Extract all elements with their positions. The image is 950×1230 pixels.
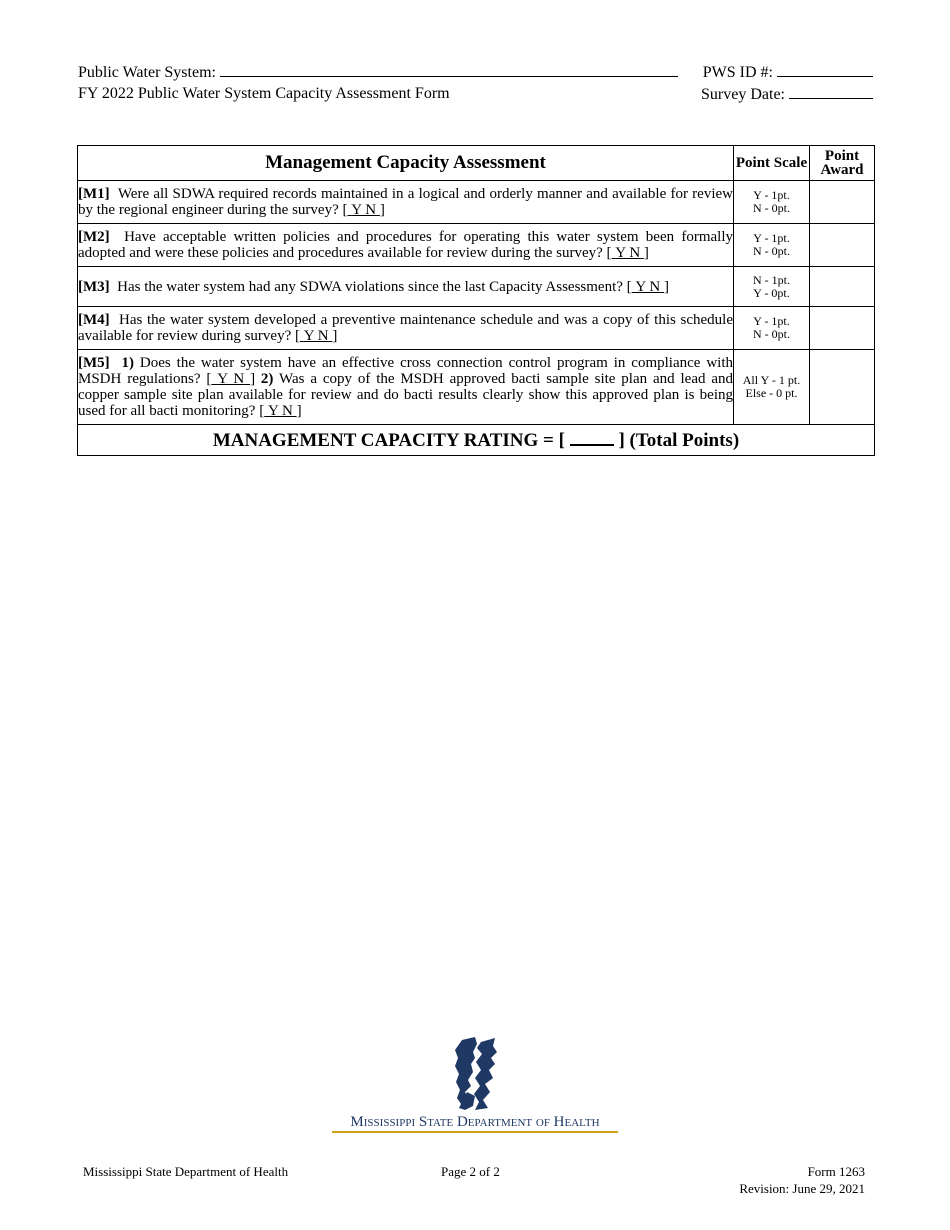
point-scale-m4: Y - 1pt. N - 0pt. [734,307,810,350]
point-award-m4[interactable] [810,307,875,350]
question-text: Have acceptable written policies and procedures for operating this water system been formally adopted and were these policies and procedures available for review during the survey? [78,229,733,261]
footer-form-info [739,1163,865,1197]
table-row-m5 [78,350,875,425]
table-title: Management Capacity Assessment [78,146,734,181]
question-m1: [M1] Were all SDWA required records maintained in a logical and orderly manner and available for review by the regional engineer during the survey? [ Y N ] [78,181,734,224]
part-2-text: Was a copy of the MSDH approved bacti sample site plan and lead and copper sample site plan available for review and do bacti results clearly show this approved plan is being used for all bacti monitoring? [78,371,734,419]
point-award-header: Point Award [810,146,875,181]
management-capacity-rating [78,425,875,456]
pws-id-blank[interactable] [777,62,873,77]
question-id: [M2] [78,229,110,245]
footer-revision: Revision: June 29, 2021 [739,1181,865,1196]
msdh-logo [325,1022,625,1137]
point-award-m3[interactable] [810,267,875,307]
yn-choice[interactable]: Y N [303,328,329,344]
table-row-m4 [78,307,875,350]
total-points-blank[interactable] [570,428,614,446]
question-id: [M3] [78,278,110,295]
point-scale-m1: Y - 1pt. N - 0pt. [734,181,810,224]
profile-silhouette-icon [325,1022,625,1137]
point-scale-m2: Y - 1pt. N - 0pt. [734,224,810,267]
table-row-m2 [78,224,875,267]
point-award-m5[interactable] [810,350,875,425]
point-award-m1[interactable] [810,181,875,224]
point-scale-m5: All Y - 1 pt. Else - 0 pt. [734,350,810,425]
yn-choice[interactable]: Y N [615,245,641,261]
table-row-m1 [78,181,875,224]
question-id: [M4] [78,312,110,328]
system-name-blank[interactable] [220,62,678,77]
system-label: Public Water System: [78,64,216,81]
question-text: Has the water system had any SDWA violations since the last Capacity Assessment? [117,278,623,295]
table-header-row [78,146,875,181]
point-award-m2[interactable] [810,224,875,267]
yn-choice-part-1[interactable]: Y N [217,371,245,387]
footer-form-number: Form 1263 [807,1164,865,1179]
question-id: [M5] [78,355,110,371]
survey-date-field [701,84,873,105]
pws-id-label: PWS ID #: [702,64,773,81]
part-2-number: 2) [260,371,274,387]
question-m3: [M3] Has the water system had any SDWA violations since the last Capacity Assessment? [ Y N ] [78,267,734,307]
question-id: [M1] [78,186,110,202]
rating-suffix: ] (Total Points) [618,430,740,451]
management-capacity-table [77,145,875,456]
rating-row [78,425,875,456]
table-row-m3 [78,267,875,307]
question-text: Has the water system developed a preventive maintenance schedule and was a copy of this schedule available for review during survey? [78,312,733,344]
pws-id-field [703,62,873,83]
system-name-field [78,62,678,83]
question-m5: [M5] 1) Does the water system have an effective cross connection control program in compliance with MSDH regulations? [ Y N ] 2) Was a copy of the MSDH approved bacti sample site plan and lead and copper sample site plan available for review and do bacti results clearly show this approved plan is being used for all bacti monitoring? [ Y N ] [78,350,734,425]
question-m2: [M2] Have acceptable written policies and procedures for operating this water system been formally adopted and were these policies and procedures available for review during the survey? [ Y N ] [78,224,734,267]
point-scale-header: Point Scale [734,146,810,181]
yn-choice-part-2[interactable]: Y N [267,403,293,419]
survey-date-blank[interactable] [789,84,873,99]
logo-underline [332,1131,618,1133]
point-scale-m3: N - 1pt. Y - 0pt. [734,267,810,307]
part-1-text: Does the water system have an effective cross connection control program in compliance with MSDH regulations? [78,355,734,387]
survey-date-label: Survey Date: [701,86,785,103]
question-text: Were all SDWA required records maintained in a logical and orderly manner and available for review by the regional engineer during the survey? [78,186,733,218]
logo-wordmark: Mississippi State Department of Health [350,1114,600,1130]
form-title: FY 2022 Public Water System Capacity Assessment Form [78,85,450,102]
footer-org: Mississippi State Department of Health [83,1164,289,1179]
question-m4: [M4] Has the water system developed a preventive maintenance schedule and was a copy of this schedule available for review during survey? [ Y N ] [78,307,734,350]
yn-choice[interactable]: Y N [635,278,661,295]
yn-choice[interactable]: Y N [351,202,377,218]
footer-page-number: Page 2 of 2 [441,1164,500,1179]
rating-prefix: MANAGEMENT CAPACITY RATING = [ [212,430,565,451]
part-1-number: 1) [121,355,134,371]
